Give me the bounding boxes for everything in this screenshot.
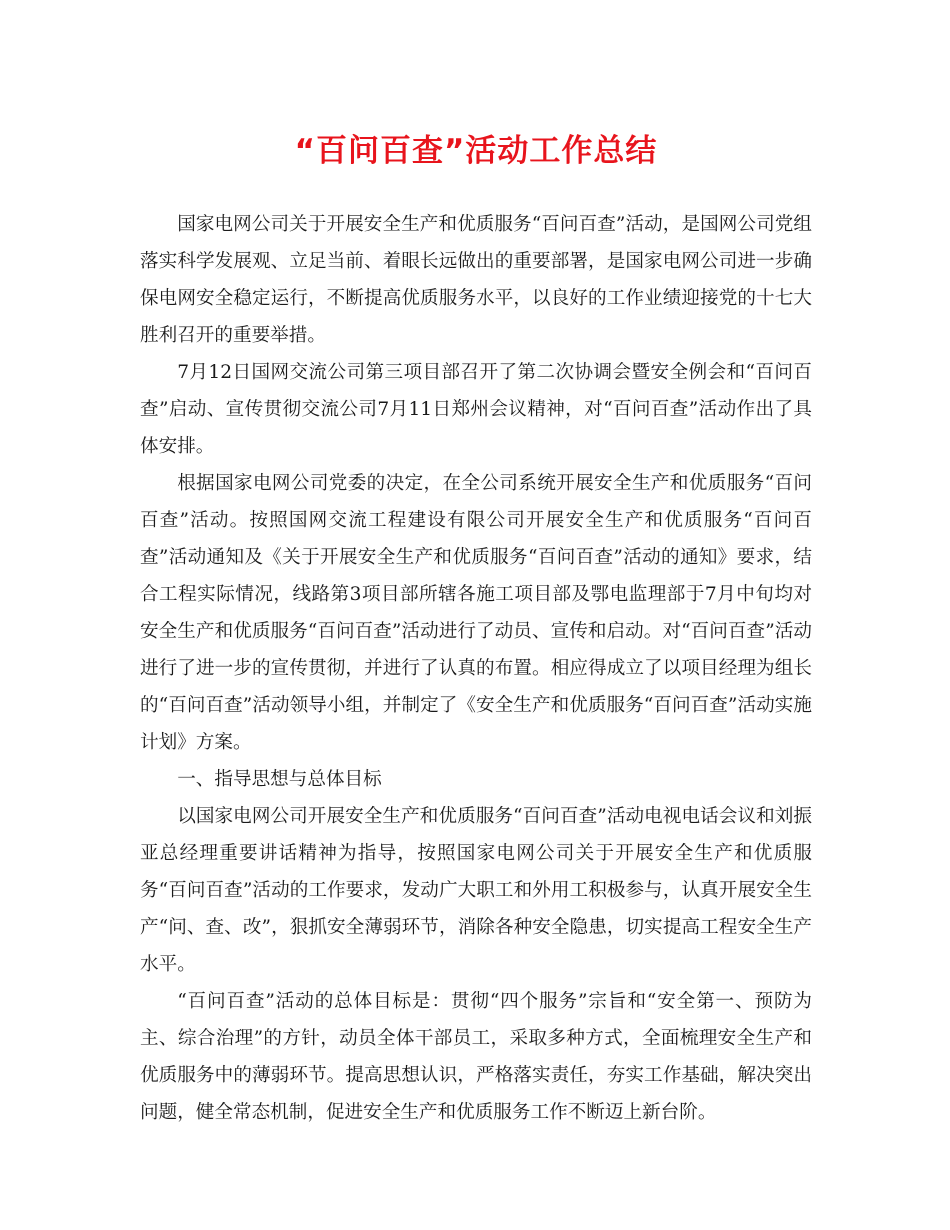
- paragraph-overall-goal: “百问百查”活动的总体目标是：贯彻“四个服务”宗旨和“安全第一、预防为主、综合治理”的方针，动员全体干部员工，采取多种方式，全面梳理安全生产和优质服务中的薄弱环节。提高思想认识，严格落实责任，夯实工作基础，解决突出问题，健全常态机制，促进安全生产和优质服务工作不断迈上新台阶。: [140, 991, 812, 1123]
- paragraph-meeting: 7月12日国网交流公司第三项目部召开了第二次协调会暨安全例会和“百问百查”启动、宣传贯彻交流公司7月11日郑州会议精神，对“百问百查”活动作出了具体安排。: [140, 362, 812, 457]
- document-page: [140, 126, 812, 1131]
- section-heading-guiding-thought: 一、指导思想与总体目标: [177, 769, 382, 790]
- paragraph-decision: 根据国家电网公司党委的决定，在全公司系统开展安全生产和优质服务“百问百查”活动。按照国网交流工程建设有限公司开展安全生产和优质服务“百问百查”活动通知及《关于开展安全生产和优质服务“百问百查”活动的通知》要求，结合工程实际情况，线路第3项目部所辖各施工项目部及鄂电监理部于7月中旬均对安全生产和优质服务“百问百查”活动进行了动员、宣传和启动。对“百问百查”活动进行了进一步的宣传贯彻，并进行了认真的布置。相应得成立了以项目经理为组长的“百问百查”活动领导小组，并制定了《安全生产和优质服务“百问百查”活动实施计划》方案。: [140, 473, 812, 753]
- paragraph-intro: 国家电网公司关于开展安全生产和优质服务“百问百查”活动，是国网公司党组落实科学发展观、立足当前、着眼长远做出的重要部署，是国家电网公司进一步确保电网安全稳定运行，不断提高优质服务水平，以良好的工作业绩迎接党的十七大胜利召开的重要举措。: [140, 214, 812, 346]
- paragraph-guidance: 以国家电网公司开展安全生产和优质服务“百问百查”活动电视电话会议和刘振亚总经理重要讲话精神为指导，按照国家电网公司关于开展安全生产和优质服务“百问百查”活动的工作要求，发动广大职工和外用工积极参与，认真开展安全生产“问、查、改”，狠抓安全薄弱环节，消除各种安全隐患，切实提高工程安全生产水平。: [140, 806, 812, 975]
- document-title: “百问百查”活动工作总结: [294, 133, 658, 169]
